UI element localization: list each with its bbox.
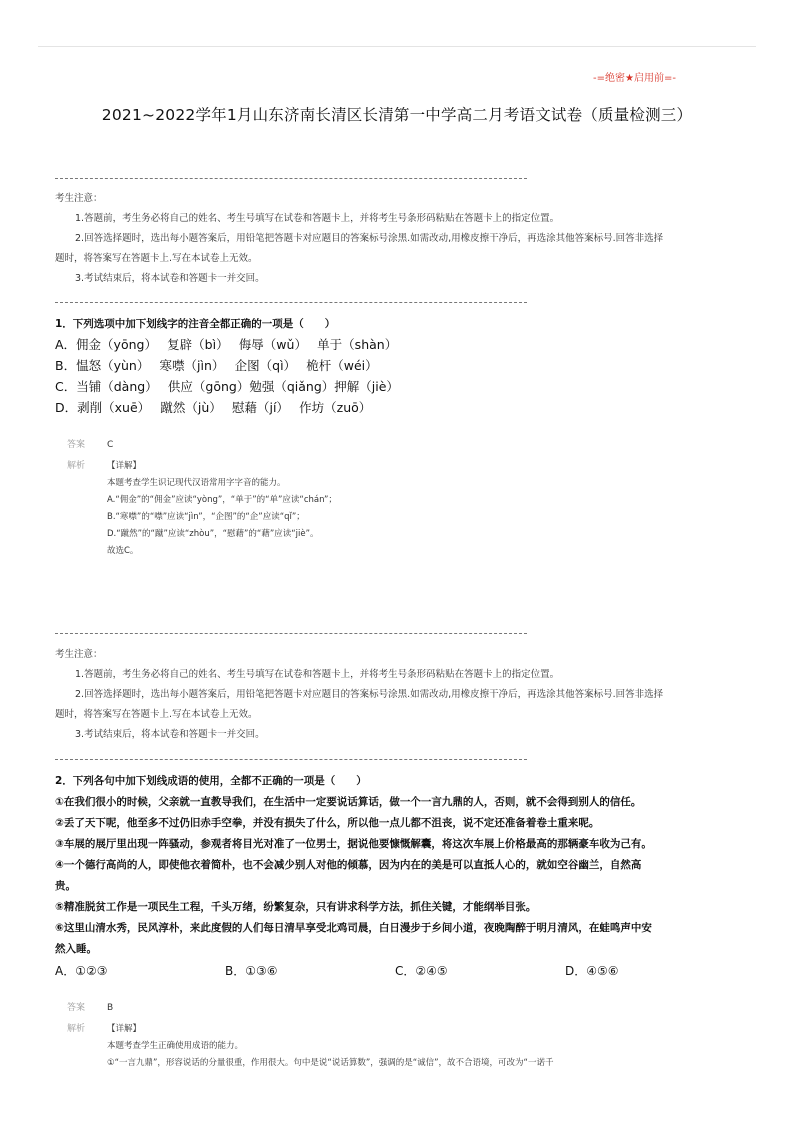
- dashed-separator: [55, 302, 527, 303]
- sentence-4: ④一个德行高尚的人，即使他衣着简朴，也不会减少别人对他的倾慕，因为内在的美是可以直抵人心的，就如空谷幽兰，自然高: [55, 859, 642, 871]
- answer-value: B: [107, 1003, 114, 1013]
- answer-label: 答案: [67, 440, 86, 450]
- question-stem: 2．下列各句中加下划线成语的使用，全都不正确的一项是（ ）: [55, 775, 367, 787]
- answer-choices: [55, 960, 745, 982]
- option-c: C．当铺（dàng） 供应（gōng）勉强（qiǎng）押解（jiè）: [55, 379, 399, 394]
- exam-title: 2021~2022学年1月山东济南长清区长清第一中学高二月考语文试卷（质量检测三）: [101, 106, 693, 124]
- answer-row: [67, 1000, 113, 1013]
- sentence-3: ③车展的展厅里出现一阵骚动，参观者将目光对准了一位男士，据说他要慷慨解囊，将这次车展上价格最高的那辆豪车收为己有。: [55, 838, 652, 850]
- exam-notice: [55, 645, 745, 745]
- notice-item: 3.考试结束后，将本试卷和答题卡一并交回。: [75, 729, 265, 740]
- option-a: A．佣金（yōng） 复辟（bì） 侮辱（wǔ） 单于（shàn）: [55, 337, 398, 352]
- notice-item: 题时，将答案写在答题卡上.写在本试卷上无效。: [55, 253, 258, 264]
- sentence-6: ⑥这里山清水秀，民风淳朴，来此度假的人们每日清早享受北鸡司晨，白日漫步于乡间小道，夜晚陶醉于明月清风，在蛙鸣声中安: [55, 922, 652, 934]
- question-1: [55, 314, 745, 418]
- answer-label: 答案: [67, 1003, 86, 1013]
- option-d: D．剥削（xuē） 蹴然（jù） 慰藉（jí） 作坊（zuō）: [55, 400, 372, 415]
- analysis-label: 解析: [67, 1024, 86, 1034]
- choice-d: D．④⑤⑥: [565, 964, 619, 978]
- analysis-line: 本题考查学生正确使用成语的能力。: [107, 1041, 244, 1051]
- answer-value: C: [107, 440, 114, 450]
- notice-item: 1.答题前，考生务必将自己的姓名、考生号填写在试卷和答题卡上，并将考生号条形码粘贴在答题卡上的指定位置。: [75, 213, 560, 224]
- sentence-5: ⑤精准脱贫工作是一项民生工程，千头万绪，纷繁复杂，只有讲求科学方法，抓住关键，才能纲举目张。: [55, 901, 537, 913]
- option-b: B．愠怒（yùn） 寒噤（jìn） 企图（qì） 桅杆（wéi）: [55, 358, 378, 373]
- notice-item: 题时，将答案写在答题卡上.写在本试卷上无效。: [55, 709, 258, 720]
- analysis-line: 【详解】: [107, 1024, 142, 1034]
- analysis-line: 本题考查学生识记现代汉语常用字字音的能力。: [107, 478, 286, 488]
- notice-item: 2.回答选择题时，选出每小题答案后，用铅笔把答题卡对应题目的答案标号涂黑.如需改动,用橡皮擦干净后，再选涂其他答案标号.回答非选择: [75, 689, 664, 700]
- exam-notice: [55, 189, 745, 289]
- notice-item: 2.回答选择题时，选出每小题答案后，用铅笔把答题卡对应题目的答案标号涂黑.如需改动,用橡皮擦干净后，再选涂其他答案标号.回答非选择: [75, 233, 664, 244]
- notice-heading: 考生注意：: [55, 193, 103, 204]
- notice-heading: 考生注意：: [55, 649, 103, 660]
- notice-item: 3.考试结束后，将本试卷和答题卡一并交回。: [75, 273, 265, 284]
- confidential-seal: -=绝密★启用前=-: [593, 73, 676, 84]
- analysis-line: D.“蹴然”的“蹴”应读“zhòu”，“慰藉”的“藉”应读“jiè”。: [107, 529, 319, 539]
- top-rule: [38, 46, 756, 47]
- analysis-line: B.“寒噤”的“噤”应读“jìn”，“企图”的“企”应读“qǐ”；: [107, 512, 305, 522]
- sentence-1: ①在我们很小的时候，父亲就一直教导我们，在生活中一定要说话算话，做一个一言九鼎的人，否则，就不会得到别人的信任。: [55, 796, 642, 808]
- sentence-2: ②丢了天下呢，他至多不过仍旧赤手空拳，并没有损失了什么，所以他一点儿都不沮丧，说不定还准备着卷土重来呢。: [55, 817, 600, 829]
- question-2: [55, 771, 745, 982]
- choice-b: B．①③⑥: [225, 964, 278, 978]
- choice-c: C．②④⑤: [395, 964, 448, 978]
- question-stem: 1．下列选项中加下划线字的注音全都正确的一项是（ ）: [55, 318, 336, 330]
- analysis-label: 解析: [67, 461, 86, 471]
- answer-row: [67, 437, 113, 450]
- dashed-separator: [55, 178, 527, 179]
- sentence-4-cont: 贵。: [55, 880, 76, 892]
- choice-a: A．①②③: [55, 964, 108, 978]
- dashed-separator: [55, 759, 527, 760]
- analysis-line: A.“佣金”的“佣金”应读“yòng”，“单于”的“单”应读“chán”；: [107, 495, 337, 505]
- analysis-line: 故选C。: [107, 546, 139, 556]
- notice-item: 1.答题前，考生务必将自己的姓名、考生号填写在试卷和答题卡上，并将考生号条形码粘贴在答题卡上的指定位置。: [75, 669, 560, 680]
- analysis-line: 【详解】: [107, 461, 142, 471]
- sentence-6-cont: 然入睡。: [55, 943, 97, 955]
- dashed-separator: [55, 633, 527, 634]
- analysis-line: ①“一言九鼎”，形容说话的分量很重，作用很大。句中是说“说话算数”，强调的是“诚信”，故不合语境，可改为“一诺千: [107, 1058, 554, 1068]
